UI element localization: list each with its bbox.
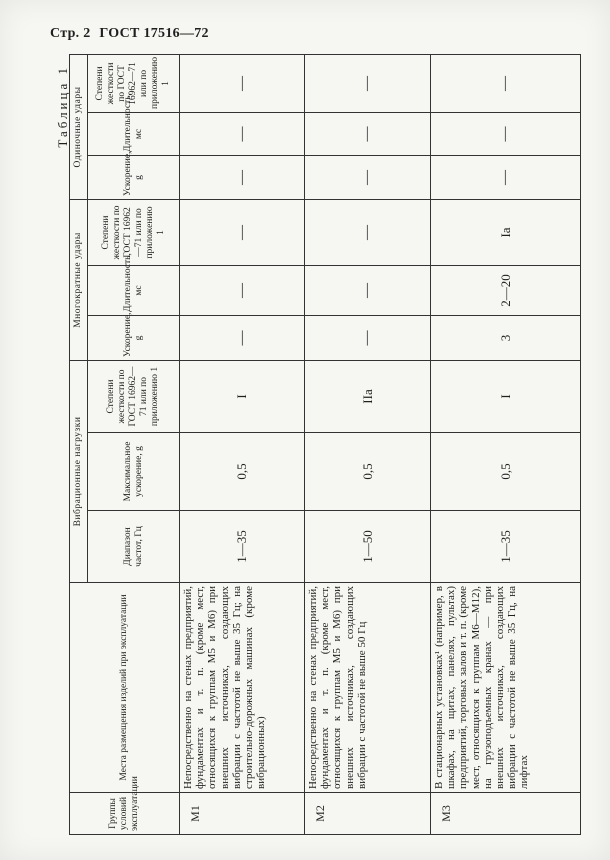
mul-duration-cell: — [305,266,431,316]
group-cell: М2 [305,793,431,835]
vib-accel-cell: 0,5 [180,433,305,511]
col-header-sin-severity: Степени жесткости по ГОСТ 16962—71 или по приложению 1 [88,54,180,112]
col-header-max-accel: Максимальное ускорение, g [88,433,180,511]
sin-accel-cell: — [431,155,581,199]
col-group-single: Одиночные удары [70,54,88,199]
mul-accel-cell: — [305,316,431,361]
col-header-freq: Диапазон частот, Гц [88,511,180,583]
place-cell: Непосредственно на стенах предприятий, фундаментах и т. п. (кроме мест, относящихся к группам М5 и М6) при внешних источниках, создающих вибрации с частотой не выше 50 Гц [305,583,431,793]
table-row [180,54,305,834]
mul-severity-cell: — [305,199,431,265]
mul-severity-cell: Iа [431,199,581,265]
mul-accel-cell: — [180,316,305,361]
mul-duration-cell: — [180,266,305,316]
sin-duration-cell: — [180,112,305,155]
group-cell: М3 [431,793,581,835]
place-cell: В стационарных установках¹ (например, в шкафах, на щитах, панелях, пультах) предприятий, торговых залов и т. п. (кроме мест, относящихся к группам М6—М12), на грузоподъемных кранах — при внешних источниках, создающих вибрации с частотой не выше 35 Гц, на лифтах [431,583,581,793]
vibration-shock-table [69,54,581,835]
col-header-mul-duration: Длительность, мс [88,266,180,316]
sin-accel-cell: — [180,155,305,199]
page-number: Стр. 2 [50,26,91,41]
vib-freq-cell: 1—35 [180,511,305,583]
mul-accel-cell: 3 [431,316,581,361]
mul-duration-cell: 2—20 [431,266,581,316]
col-header-mul-severity: Степени жесткости по ГОСТ 16962—71 или по приложению 1 [88,199,180,265]
vib-freq-cell: 1—50 [305,511,431,583]
sin-accel-cell: — [305,155,431,199]
rotated-table-block [55,55,580,835]
col-header-vib-severity: Степени жесткости по ГОСТ 16962—71 или по приложению 1 [88,361,180,433]
sin-severity-cell: — [180,54,305,112]
sin-severity-cell: — [305,54,431,112]
vib-severity-cell: I [180,361,305,433]
standard-id: ГОСТ 17516—72 [99,26,209,41]
vib-accel-cell: 0,5 [431,433,581,511]
col-header-sin-duration: Длительность, мс [88,112,180,155]
vib-accel-cell: 0,5 [305,433,431,511]
sin-duration-cell: — [431,112,581,155]
col-header-place: Места размещения изделий при эксплуатации [70,583,180,793]
col-group-multiple: Многократные удары [70,199,88,360]
col-header-sin-accel: Ускорение, g [88,155,180,199]
place-cell: Непосредственно на стенах предприятий, фундаментах и т. п. (кроме мест, относящихся к группам М5 и М6) при внешних источниках, создающих вибрации с частотой не выше 35 Гц; на строительно-дорожных машинах (кроме вибрационных) [180,583,305,793]
vib-severity-cell: IIа [305,361,431,433]
col-group-vibration: Вибрационные нагрузки [70,361,88,583]
sin-severity-cell: — [431,54,581,112]
table-row [431,54,581,834]
page-header [50,26,214,42]
col-header-mul-accel: Ускорение, g [88,316,180,361]
sin-duration-cell: — [305,112,431,155]
table-row [305,54,431,834]
table-caption: Таблица 1 [55,65,70,148]
vib-severity-cell: I [431,361,581,433]
vib-freq-cell: 1—35 [431,511,581,583]
mul-severity-cell: — [180,199,305,265]
col-header-group: Группы условий эксплуатации [70,793,180,835]
group-cell: М1 [180,793,305,835]
